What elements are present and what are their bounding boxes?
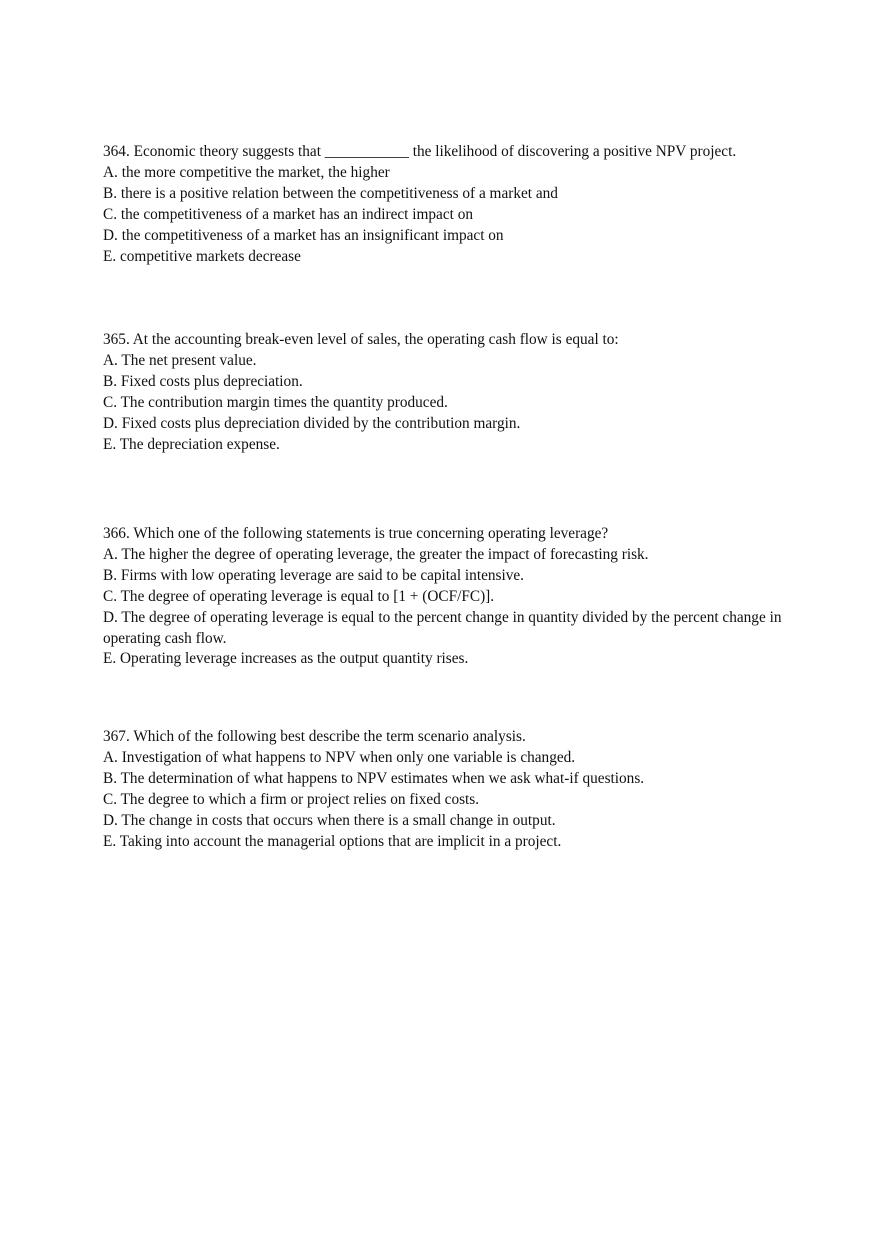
question-stem: 367. Which of the following best describe the term scenario analysis.	[103, 728, 526, 745]
option-c: C. The degree of operating leverage is equal to [1 + (OCF/FC)].	[103, 587, 495, 605]
option-d: D. Fixed costs plus depreciation divided by the contribution margin.	[103, 414, 521, 432]
question-367	[103, 727, 783, 852]
question-366	[103, 524, 783, 670]
option-b: B. there is a positive relation between the competitiveness of a market and	[103, 184, 558, 202]
option-b: B. Fixed costs plus depreciation.	[103, 372, 303, 390]
option-c: C. The contribution margin times the quantity produced.	[103, 393, 448, 411]
option-d: D. the competitiveness of a market has an insignificant impact on	[103, 226, 504, 244]
option-a: A. the more competitive the market, the higher	[103, 163, 390, 181]
question-stem: 364. Economic theory suggests that ___________ the likelihood of discovering a positive NPV project.	[103, 143, 737, 160]
option-b: B. The determination of what happens to NPV estimates when we ask what-if questions.	[103, 769, 645, 787]
option-b: B. Firms with low operating leverage are said to be capital intensive.	[103, 566, 524, 584]
option-e: E. Operating leverage increases as the output quantity rises.	[103, 650, 469, 668]
option-a: A. Investigation of what happens to NPV when only one variable is changed.	[103, 748, 576, 766]
question-365	[103, 330, 783, 455]
option-c: C. The degree to which a firm or project relies on fixed costs.	[103, 790, 480, 808]
option-e: E. The depreciation expense.	[103, 435, 280, 453]
option-e: E. competitive markets decrease	[103, 247, 301, 265]
option-e: E. Taking into account the managerial options that are implicit in a project.	[103, 832, 562, 850]
option-a: A. The net present value.	[103, 351, 257, 369]
option-d: D. The degree of operating leverage is equal to the percent change in quantity divided by the percent change in operating cash flow.	[103, 608, 782, 647]
option-a: A. The higher the degree of operating leverage, the greater the impact of forecasting risk.	[103, 545, 649, 563]
question-364	[103, 142, 783, 267]
question-stem: 365. At the accounting break-even level of sales, the operating cash flow is equal to:	[103, 331, 619, 348]
question-stem: 366. Which one of the following statements is true concerning operating leverage?	[103, 525, 609, 542]
option-d: D. The change in costs that occurs when there is a small change in output.	[103, 811, 556, 829]
option-c: C. the competitiveness of a market has an indirect impact on	[103, 205, 473, 223]
